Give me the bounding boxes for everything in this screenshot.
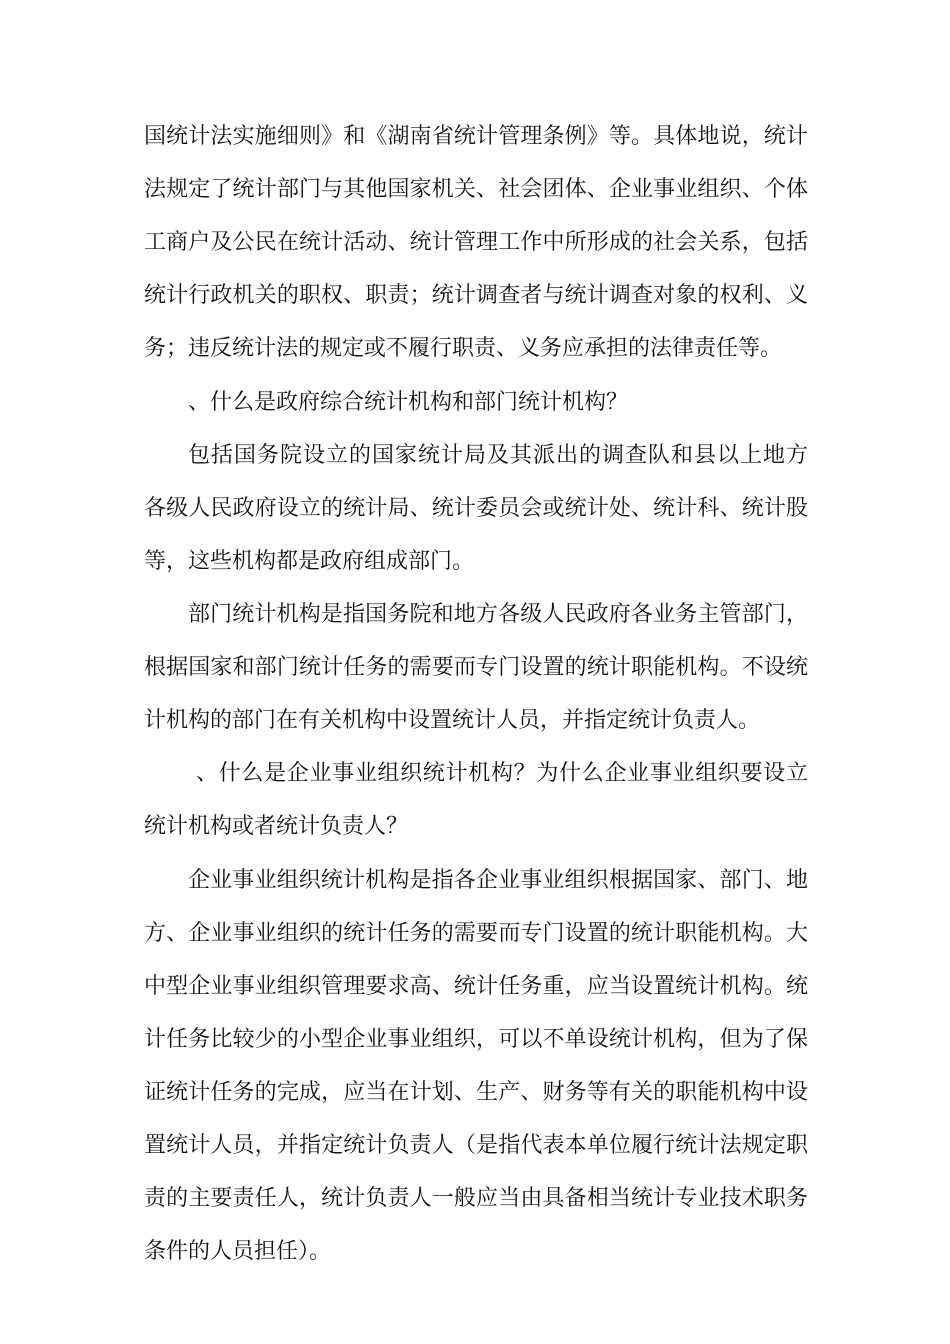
text-line: 务；违反统计法的规定或不履行职责、义务应承担的法律责任等。 — [144, 336, 783, 361]
text-line: 统计行政机关的职权、职责；统计调查者与统计调查对象的权利、义 — [144, 283, 808, 308]
text-line: 工商户及公民在统计活动、统计管理工作中所形成的社会关系，包括 — [144, 230, 808, 255]
text-line: 置统计人员，并指定统计负责人（是指代表本单位履行统计法规定职 — [144, 1133, 808, 1158]
text-line: 证统计任务的完成，应当在计划、生产、财务等有关的职能机构中设 — [144, 1080, 808, 1105]
text-line: 国统计法实施细则》和《湖南省统计管理条例》等。具体地说，统计 — [144, 124, 808, 149]
text-line: 法规定了统计部门与其他国家机关、社会团体、企业事业组织、个体 — [144, 177, 808, 202]
text-line: 条件的人员担任）。 — [144, 1239, 332, 1264]
question-heading: 、什么是企业事业组织统计机构？为什么企业事业组织要设立 — [196, 761, 808, 786]
paragraph-start: 包括国务院设立的国家统计局及其派出的调查队和县以上地方 — [188, 443, 808, 468]
paragraph-start: 部门统计机构是指国务院和地方各级人民政府各业务主管部门， — [188, 602, 808, 627]
text-line: 责的主要责任人，统计负责人一般应当由具备相当统计专业技术职务 — [144, 1186, 808, 1211]
question-heading-continued: 统计机构或者统计负责人？ — [144, 814, 409, 839]
paragraph-start: 企业事业组织统计机构是指各企业事业组织根据国家、部门、地 — [188, 868, 808, 893]
text-line: 各级人民政府设立的统计局、统计委员会或统计处、统计科、统计股 — [144, 496, 808, 521]
text-line: 计任务比较少的小型企业事业组织，可以不单设统计机构，但为了保 — [144, 1027, 808, 1052]
text-line: 根据国家和部门统计任务的需要而专门设置的统计职能机构。不设统 — [144, 655, 808, 680]
text-line: 中型企业事业组织管理要求高、统计任务重，应当设置统计机构。统 — [144, 974, 808, 999]
text-line: 等，这些机构都是政府组成部门。 — [144, 549, 475, 574]
question-heading: 、什么是政府综合统计机构和部门统计机构？ — [188, 390, 629, 415]
text-line: 计机构的部门在有关机构中设置统计人员，并指定统计负责人。 — [144, 708, 761, 733]
text-line: 方、企业事业组织的统计任务的需要而专门设置的统计职能机构。大 — [144, 921, 808, 946]
